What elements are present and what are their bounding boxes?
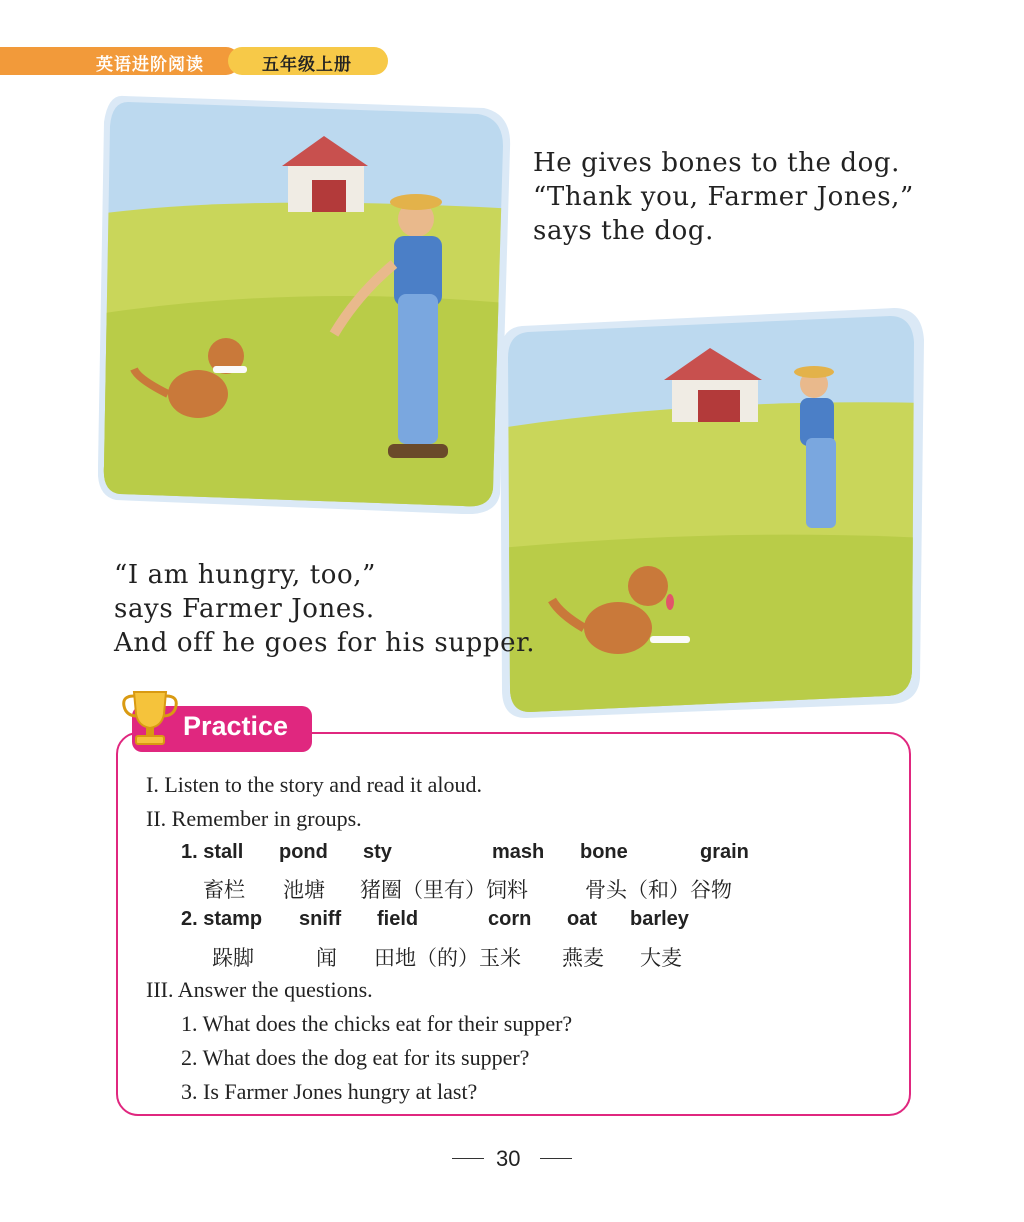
vocab-word: sty (363, 841, 392, 863)
illustration-farmer-gives-bone (98, 94, 518, 514)
story-line: And off he goes for his supper. (114, 628, 536, 658)
illustration-farmer-walks-away (500, 298, 928, 718)
vocab-word: field (377, 908, 419, 930)
page-number-rule-right (540, 1158, 572, 1159)
vocab-word: corn (488, 908, 532, 930)
vocab-word: 1. stall (181, 841, 244, 863)
question-2: 2. What does the dog eat for its supper? (181, 1045, 530, 1070)
vocab-meaning: 燕麦 (562, 946, 604, 970)
page-number-rule-left (452, 1158, 484, 1159)
story-line: “Thank you, Farmer Jones,” (533, 182, 914, 212)
trophy-icon (118, 686, 182, 754)
story-line: “I am hungry, too,” (114, 560, 377, 590)
practice-title: Practice (183, 711, 289, 741)
vocab-meaning: 田地（的）玉米 (374, 946, 521, 970)
story-line: says the dog. (533, 216, 714, 246)
page-number (452, 1146, 572, 1172)
vocab-word: barley (630, 908, 689, 930)
practice-item-2: II. Remember in groups. (146, 806, 362, 831)
story-paragraph-2 (114, 558, 535, 660)
vocab-meaning: 大麦 (640, 946, 682, 970)
vocab-word: 2. stamp (181, 908, 263, 930)
page-number-text: 30 (496, 1146, 521, 1171)
story-line: He gives bones to the dog. (533, 148, 901, 178)
vocab-meaning: 猪圈（里有）饲料 (360, 878, 528, 902)
vocab-word: pond (279, 841, 328, 863)
practice-item-3: III. Answer the questions. (146, 977, 373, 1002)
vocab-meaning: 池塘 (283, 878, 325, 902)
practice-item-1: I. Listen to the story and read it aloud. (146, 772, 483, 797)
question-1: 1. What does the chicks eat for their supper? (181, 1011, 573, 1036)
vocab-word: sniff (299, 908, 342, 930)
vocab-meaning: 骨头（和）谷物 (585, 878, 732, 902)
vocab-word: grain (700, 841, 749, 863)
story-paragraph-1 (533, 146, 914, 248)
vocab-meaning: 闻 (316, 946, 337, 970)
vocab-meaning: 跺脚 (212, 946, 254, 970)
vocab-word: mash (492, 841, 545, 863)
vocab-meaning: 畜栏 (203, 878, 245, 902)
vocab-word: bone (580, 841, 628, 863)
series-title: 英语进阶阅读 (96, 55, 204, 75)
vocab-word: oat (567, 908, 597, 930)
question-3: 3. Is Farmer Jones hungry at last? (181, 1079, 478, 1104)
story-line: says Farmer Jones. (114, 594, 375, 624)
grade-title: 五年级上册 (262, 55, 352, 75)
